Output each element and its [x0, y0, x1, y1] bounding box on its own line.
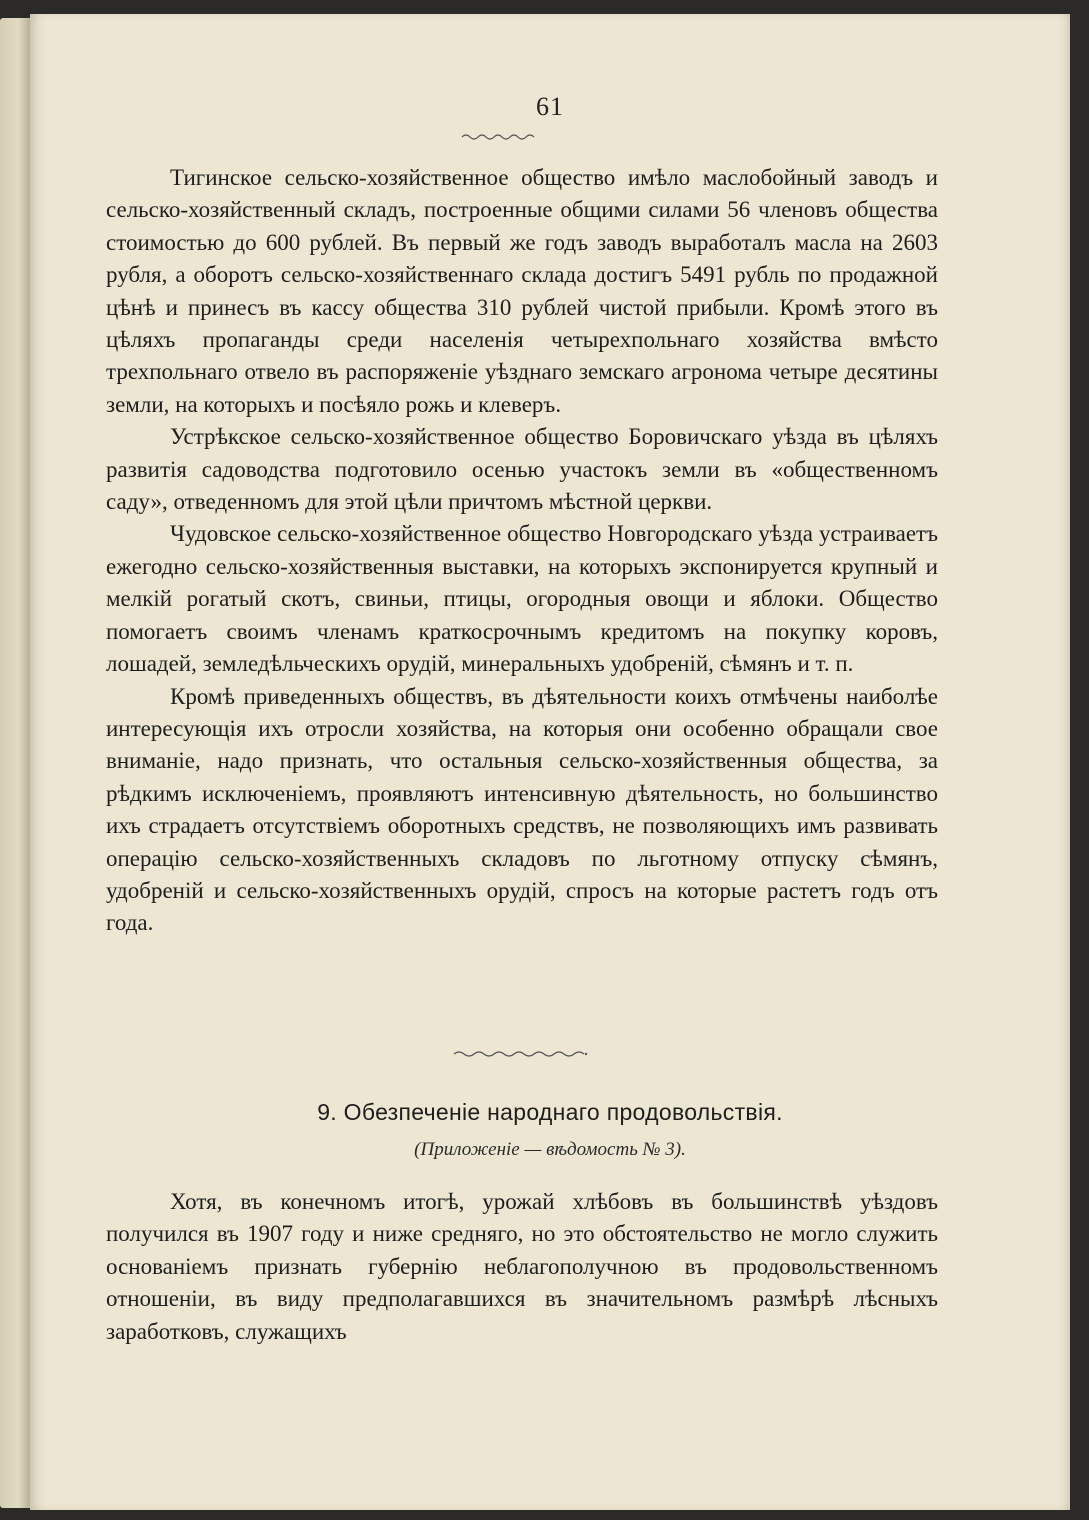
paragraph-conclusion: Кромѣ приведенныхъ обществъ, въ дѣятельности коихъ отмѣчены наиболѣе интересующія ихъ отросли хозяйства, на которыя они особенно обращали свое вниманіе, надо признать, что остальныя сельско-хозяйственныя общества, за рѣдкимъ исключеніемъ, проявляютъ интенсивную дѣятельность, но большинство ихъ страдаетъ отсутствіемъ оборотныхъ средствъ, не позволяющихъ имъ развивать операцію сельско-хозяйственныхъ складовъ по льготному отпуску сѣмянъ, удобреній и сельско-хозяйственныхъ орудій, спросъ на которые растетъ годъ отъ года. [106, 683, 938, 936]
ornament-divider-top [460, 132, 540, 142]
paragraph-tiginskoe: Тигинское сельско-хозяйственное общество имѣло маслобойный заводъ и сельско-хозяйственный складъ, построенные общими силами 56 членовъ общества стоимостью до 600 рублей. Въ первый же годъ заводъ выработалъ масла на 2603 рубля, а оборотъ сельско-хозяйственнаго склада достигъ 5491 рубль по продажной цѣнѣ и принесъ въ кассу общества 310 рублей чистой прибыли. Кромѣ этого въ цѣляхъ пропаганды среди населенія четырехпольнаго хозяйства вмѣсто трехпольнаго отвело въ распоряженіе уѣзднаго земскаго агронома четыре десятины земли, на которыхъ и посѣяло рожь и клеверъ. [106, 165, 938, 417]
page-number: 61 [536, 92, 564, 121]
section-subtitle: (Приложеніе — вѣдомость № 3). [414, 1139, 686, 1160]
section-body-text [106, 1186, 938, 1348]
section-heading: 9. Обезпеченіе народнаго продовольствія. [317, 1099, 783, 1125]
paragraph-chudovskoe: Чудовское сельско-хозяйственное общество Новгородскаго уѣзда устраиваетъ ежегодно сельско-хозяйственныя выставки, на которыхъ экспонируется крупный и мелкій рогатый скотъ, свиньи, птицы, огородныя овощи и яблоки. Общество помогаетъ своимъ членамъ краткосрочнымъ кредитомъ на покупку коровъ, лошадей, земледѣльческихъ орудій, минеральныхъ удобреній, сѣмянъ и т. п. [106, 521, 938, 677]
book-page [30, 14, 1070, 1510]
ornament-divider-section [450, 1048, 590, 1060]
previous-page-edge [0, 18, 30, 1508]
paragraph-ustrekskoe: Устрѣкское сельско-хозяйственное общество Боровичскаго уѣзда въ цѣляхъ развитія садоводства подготовило осенью участокъ земли въ «общественномъ саду», отведенномъ для этой цѣли причтомъ мѣстной церкви. [106, 424, 938, 515]
paragraph-harvest: Хотя, въ конечномъ итогѣ, урожай хлѣбовъ въ большинствѣ уѣздовъ получился въ 1907 году и ниже средняго, но это обстоятельство не могло служить основаніемъ признать губернію неблагополучною въ продовольственномъ отношеніи, въ виду предполагавшихся въ значительномъ размѣрѣ лѣсныхъ заработковъ, служащихъ [106, 1189, 938, 1344]
body-text-block [106, 162, 938, 940]
